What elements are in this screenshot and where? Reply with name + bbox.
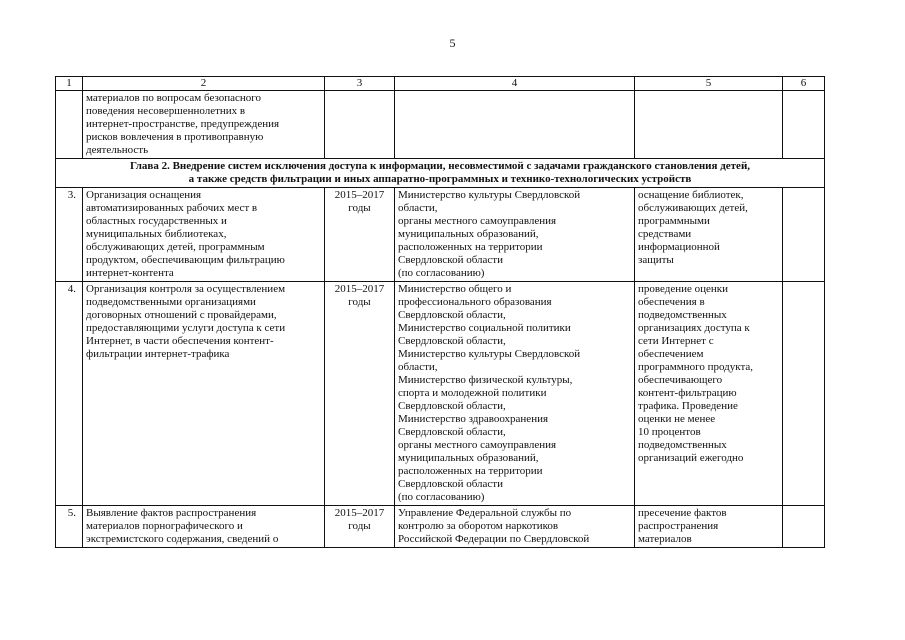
chapter-row — [56, 159, 825, 188]
chapter-line: Глава 2. Внедрение систем исключения доступа к информации, несовместимой с задачами гражданского становления детей, — [129, 160, 751, 172]
text-line: органы местного самоуправления — [398, 215, 557, 227]
table-row-continued — [56, 91, 825, 159]
text-line: Министерство физической культуры, — [398, 374, 573, 386]
text-line: профессионального образования — [398, 296, 552, 308]
text-line: подведомственных — [638, 309, 727, 321]
text-line: защиты — [638, 254, 674, 266]
notes-cell — [783, 506, 825, 548]
text-line: интернет-контента — [86, 267, 174, 279]
text-line: Управление Федеральной службы по — [398, 507, 572, 519]
text-line: спорта и молодежной политики — [398, 387, 547, 399]
title-cell — [83, 282, 325, 506]
column-header: 5 — [635, 77, 783, 91]
text-line: материалов по вопросам безопасного — [86, 92, 262, 104]
column-header: 1 — [56, 77, 83, 91]
text-line: областных государственных и — [86, 215, 227, 227]
text-line: Свердловской области, — [398, 400, 506, 412]
text-line: муниципальных образований, — [398, 228, 539, 240]
period-line: 2015–2017 — [334, 189, 385, 201]
text-line: Министерство культуры Свердловской — [398, 348, 581, 360]
text-line: организациях доступа к — [638, 322, 750, 334]
text-line: (по согласованию) — [398, 491, 485, 503]
text-line: расположенных на территории — [398, 465, 543, 477]
period-line: годы — [348, 296, 371, 308]
title-cell — [83, 188, 325, 282]
text-line: информационной — [638, 241, 720, 253]
text-line: муниципальных образований, — [398, 452, 539, 464]
text-line: предоставляющими услуги доступа к сети — [86, 322, 286, 334]
period-cell — [325, 91, 395, 159]
notes-cell — [783, 282, 825, 506]
table-row — [56, 188, 825, 282]
text-line: сети Интернет с — [638, 335, 714, 347]
text-line: расположенных на территории — [398, 241, 543, 253]
text-line: деятельность — [86, 144, 149, 156]
period-line: 2015–2017 — [334, 283, 385, 295]
title-cell — [83, 506, 325, 548]
column-header: 4 — [395, 77, 635, 91]
text-line: Министерство социальной политики — [398, 322, 571, 334]
text-line: подведомственными организациями — [86, 296, 256, 308]
text-line: обеспечением — [638, 348, 704, 360]
text-line: проведение оценки — [638, 283, 729, 295]
text-line: Министерство здравоохранения — [398, 413, 549, 425]
num-cell — [56, 91, 83, 159]
executors-cell — [395, 282, 635, 506]
chapter-line: а также средств фильтрации и иных аппаратно-программных и технико-технологических устройств — [188, 173, 692, 185]
period-line: 2015–2017 — [334, 507, 385, 519]
text-line: договорных отношений с провайдерами, — [86, 309, 277, 321]
text-line: распространения — [638, 520, 719, 532]
result-cell — [635, 506, 783, 548]
text-line: оснащение библиотек, — [638, 189, 744, 201]
title-cell — [83, 91, 325, 159]
period-line: годы — [348, 520, 371, 532]
text-line: рисков вовлечения в противоправную — [86, 131, 264, 143]
text-line: интернет-пространстве, предупреждения — [86, 118, 280, 130]
text-line: Организация оснащения — [86, 189, 202, 201]
text-line: экстремистского содержания, сведений о — [86, 533, 279, 545]
text-line: контент-фильтрацию — [638, 387, 737, 399]
text-line: программными — [638, 215, 710, 227]
row-number: 4. — [56, 282, 83, 506]
text-line: области, — [398, 202, 438, 214]
text-line: области, — [398, 361, 438, 373]
table-row — [56, 282, 825, 506]
text-line: Выявление фактов распространения — [86, 507, 257, 519]
column-header: 3 — [325, 77, 395, 91]
text-line: материалов — [638, 533, 692, 545]
executors-cell — [395, 91, 635, 159]
text-line: фильтрации интернет-трафика — [86, 348, 230, 360]
text-line: обслуживающих детей, программным — [86, 241, 265, 253]
table-row — [56, 506, 825, 548]
column-header: 6 — [783, 77, 825, 91]
text-line: Свердловской области, — [398, 335, 506, 347]
chapter-heading — [56, 159, 825, 188]
plan-table — [55, 76, 825, 548]
executors-cell — [395, 188, 635, 282]
text-line: трафика. Проведение — [638, 400, 738, 412]
row-number: 3. — [56, 188, 83, 282]
text-line: Российской Федерации по Свердловской — [398, 533, 590, 545]
text-line: материалов порнографического и — [86, 520, 243, 532]
text-line: пресечение фактов — [638, 507, 727, 519]
text-line: Свердловской области — [398, 478, 503, 490]
notes-cell — [783, 91, 825, 159]
text-line: Интернет, в части обеспечения контент- — [86, 335, 274, 347]
text-line: Свердловской области — [398, 254, 503, 266]
text-line: Организация контроля за осуществлением — [86, 283, 286, 295]
column-header-row — [56, 77, 825, 91]
page-number: 5 — [449, 36, 456, 50]
result-cell — [635, 282, 783, 506]
period-cell — [325, 282, 395, 506]
text-line: Министерство общего и — [398, 283, 512, 295]
text-line: Министерство культуры Свердловской — [398, 189, 581, 201]
text-line: Свердловской области, — [398, 309, 506, 321]
text-line: автоматизированных рабочих мест в — [86, 202, 258, 214]
period-line: годы — [348, 202, 371, 214]
text-line: муниципальных библиотеках, — [86, 228, 227, 240]
text-line: контролю за оборотом наркотиков — [398, 520, 559, 532]
notes-cell — [783, 188, 825, 282]
row-number: 5. — [56, 506, 83, 548]
text-line: поведения несовершеннолетних в — [86, 105, 246, 117]
result-cell — [635, 188, 783, 282]
executors-cell — [395, 506, 635, 548]
period-cell — [325, 188, 395, 282]
text-line: организаций ежегодно — [638, 452, 744, 464]
text-line: средствами — [638, 228, 692, 240]
text-line: Свердловской области, — [398, 426, 506, 438]
column-header: 2 — [83, 77, 325, 91]
text-line: подведомственных — [638, 439, 727, 451]
text-line: 10 процентов — [638, 426, 701, 438]
period-cell — [325, 506, 395, 548]
text-line: (по согласованию) — [398, 267, 485, 279]
text-line: продуктом, обеспечивающим фильтрацию — [86, 254, 285, 266]
text-line: обеспечения в — [638, 296, 705, 308]
text-line: обеспечивающего — [638, 374, 723, 386]
text-line: органы местного самоуправления — [398, 439, 557, 451]
result-cell — [635, 91, 783, 159]
text-line: обслуживающих детей, — [638, 202, 748, 214]
text-line: оценки не менее — [638, 413, 716, 425]
text-line: программного продукта, — [638, 361, 754, 373]
